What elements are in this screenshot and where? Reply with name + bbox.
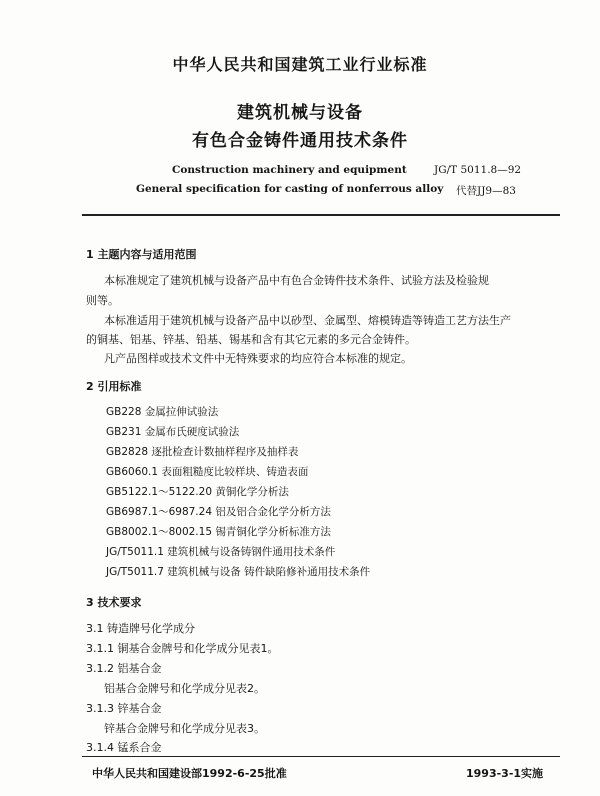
reference-item: GB231 金属布氏硬度试验法 xyxy=(106,426,240,438)
reference-item: GB6060.1 表面粗糙度比较样块、铸造表面 xyxy=(106,466,309,478)
clause-3-1-1: 3.1.1 铜基合金牌号和化学成分见表1。 xyxy=(86,642,279,655)
section-1-paragraph-3: 凡产品图样或技术文件中无特殊要求的均应符合本标准的规定。 xyxy=(104,352,412,365)
effective-date: 1993-3-1实施 xyxy=(466,767,544,780)
reference-item: GB2828 逐批检查计数抽样程序及抽样表 xyxy=(106,446,299,458)
clause-3-1-2: 3.1.2 铝基合金 xyxy=(86,662,162,675)
clause-3-1: 3.1 铸造牌号化学成分 xyxy=(86,622,195,635)
standard-category: 中华人民共和国建筑工业行业标准 xyxy=(172,55,428,74)
reference-item: GB8002.1～8002.15 锡青铜化学分析标准方法 xyxy=(106,526,331,538)
reference-item: GB228 金属拉伸试验法 xyxy=(106,406,219,418)
section-1-paragraph-2-line-2: 的铜基、铝基、锌基、铅基、锡基和含有其它元素的多元合金铸件。 xyxy=(86,333,416,346)
section-1-paragraph-1-line-1: 本标准规定了建筑机械与设备产品中有色合金铸件技术条件、试验方法及检验规 xyxy=(104,274,489,287)
english-title-line-1: Construction machinery and equipment xyxy=(172,164,407,176)
replaces-code: 代替JJ9—83 xyxy=(456,185,516,197)
clause-3-1-3-text: 锌基合金牌号和化学成分见表3。 xyxy=(104,722,265,735)
section-1-heading: 1 主题内容与适用范围 xyxy=(86,248,197,261)
section-1-paragraph-1-line-2: 则等。 xyxy=(86,294,119,307)
title-line-1: 建筑机械与设备 xyxy=(237,103,363,123)
title-line-2: 有色合金铸件通用技术条件 xyxy=(192,131,408,151)
reference-item: GB5122.1～5122.20 黄铜化学分析法 xyxy=(106,486,289,498)
clause-3-1-3: 3.1.3 锌基合金 xyxy=(86,702,162,715)
clause-3-1-4: 3.1.4 锰系合金 xyxy=(86,741,162,754)
reference-item: JG/T5011.7 建筑机械与设备 铸件缺陷修补通用技术条件 xyxy=(106,566,371,578)
header-divider xyxy=(82,214,560,216)
english-title-line-2: General specification for casting of nonferrous alloy xyxy=(136,183,444,195)
footer-divider xyxy=(82,756,560,757)
reference-item: GB6987.1～6987.24 铝及铝合金化学分析方法 xyxy=(106,506,331,518)
clause-3-1-2-text: 铝基合金牌号和化学成分见表2。 xyxy=(104,682,265,695)
section-3-heading: 3 技术要求 xyxy=(86,596,142,609)
issued-by: 中华人民共和国建设部1992-6-25批准 xyxy=(92,767,287,780)
section-2-heading: 2 引用标准 xyxy=(86,380,142,393)
section-1-paragraph-2-line-1: 本标准适用于建筑机械与设备产品中以砂型、金属型、熔模铸造等铸造工艺方法生产 xyxy=(104,314,511,327)
reference-item: JG/T5011.1 建筑机械与设备铸钢件通用技术条件 xyxy=(106,546,336,558)
standard-code: JG/T 5011.8—92 xyxy=(434,164,522,176)
